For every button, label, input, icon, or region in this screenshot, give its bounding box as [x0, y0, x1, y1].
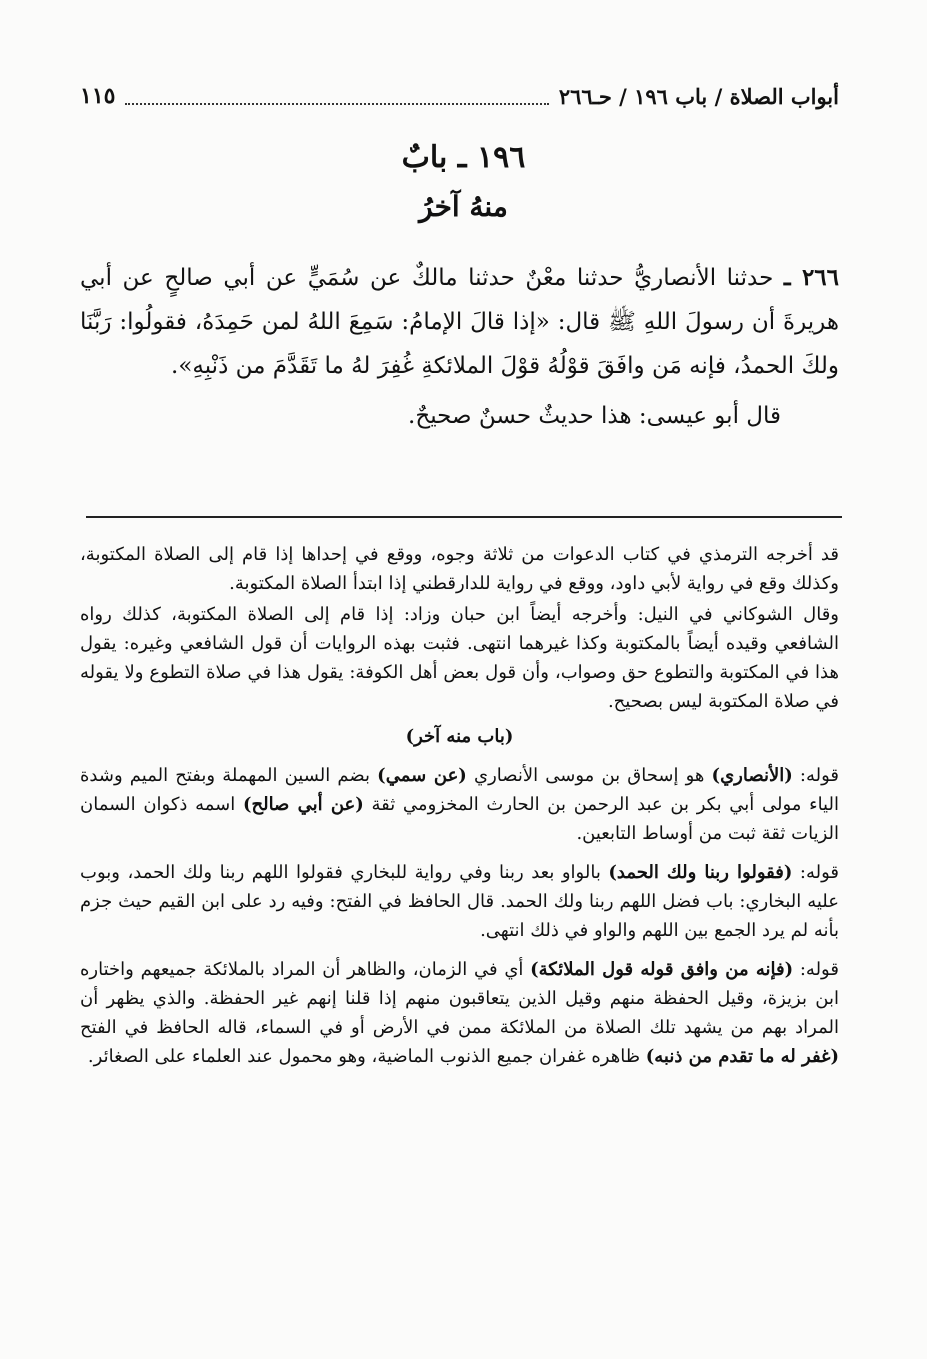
lead-word: قوله:: [799, 862, 839, 883]
commentary-sub-heading: (باب منه آخر): [405, 726, 514, 747]
quoted-phrase: (عن سمي): [377, 765, 467, 786]
quoted-phrase: (غفر له ما تقدم من ذنبه): [645, 1046, 839, 1067]
quoted-phrase: (عن أبي صالح): [242, 794, 364, 815]
quoted-phrase: (الأنصاري): [711, 765, 793, 786]
commentary-text: بالواو بعد ربنا وفي رواية للبخاري فقولوا اللهم ربنا ولك الحمد، وبوب عليه البخاري: باب فضل اللهم ربنا ولك الحمد. قال الحافظ في الفتح: وفيه رد على ابن القيم حيث جزم بأنه لم يرد الجمع بين اللهم والواو في ذلك انتهى.: [80, 862, 839, 941]
quoted-phrase: (فقولوا ربنا ولك الحمد): [608, 862, 793, 883]
commentary-text: بضم السين المهملة وبفتح الميم وشدة الياء مولى أبي بكر بن عبد الرحمن بن الحارث المخزومي ثقة: [80, 765, 839, 815]
commentary-block: [80, 540, 839, 1073]
commentary-text: اسمه ذكوان السمان الزيات ثقة ثبت من أوساط التابعين.: [80, 794, 839, 844]
commentary-text: ظاهره غفران جميع الذنوب الماضية، وهو محمول عند العلماء على الصغائر.: [87, 1046, 641, 1067]
footnote-separator: [86, 516, 842, 518]
commentary-paragraph: [80, 858, 839, 945]
running-title: أبواب الصلاة / باب ١٩٦ / حـ٢٦٦: [558, 83, 839, 109]
commentary-paragraph: وقال الشوكاني في النيل: وأخرجه أيضاً ابن حبان وزاد: إذا قام إلى الصلاة المكتوبة، كذلك رواه الشافعي وقيده أيضاً بالمكتوبة وكذا غيرهما انتهى. فثبت بهذه الروايات أن قول الشافعي وغيره: يقول هذا في المكتوبة والتطوع حق وصواب، وأن قول بعض أهل الكوفة: يقول هذا في صلاة التطوع ولا يقوله في صلاة المكتوبة ليس بصحيح.: [80, 604, 839, 712]
quoted-phrase: (فإنه من وافق قوله قول الملائكة): [530, 959, 794, 980]
hadith-text: حدثنا الأنصاريُّ حدثنا معْنٌ حدثنا مالكٌ عن سُمَيٍّ عن أبي صالحٍ عن أبي هريرةَ أن رسولَ اللهِ ﷺ قال: «إذا قالَ الإمامُ: سَمِعَ اللهُ لمن حَمِدَهُ، فقولُوا: رَبَّنَا ولكَ الحمدُ، فإنه مَن وافَقَ قوْلُهُ قوْلَ الملائكةِ غُفِرَ لهُ ما تَقَدَّمَ من ذَنْبِهِ».: [80, 265, 839, 379]
commentary-text: أي في الزمان، والظاهر أن المراد بالملائكة جميعهم واختاره ابن بزيزة، وقيل الحفظة منهم وقيل الذين يتعاقبون منهم إذا قلنا إنهم غير الحفظة. والذي يظهر أن المراد بهم من يشهد تلك الصلاة من الملائكة ممن في الأرض أو في السماء، قاله الحافظ في الفتح: [80, 959, 839, 1038]
commentary-text: هو إسحاق بن موسى الأنصاري: [473, 765, 705, 786]
page-number: ١١٥: [80, 83, 116, 109]
header-dot-leader: [125, 103, 548, 105]
chapter-subtitle: منهُ آخرُ: [419, 190, 508, 223]
hadith-text-paragraph: [80, 256, 839, 388]
lead-word: قوله:: [799, 959, 839, 980]
hadith-block: [80, 256, 839, 438]
hadith-number: ٢٦٦ ـ: [783, 264, 839, 291]
commentary-paragraph: [80, 761, 839, 848]
hadith-verdict: قال أبو عيسى: هذا حديثٌ حسنٌ صحيحٌ.: [408, 403, 781, 429]
page-header: [80, 78, 839, 114]
chapter-title: ١٩٦ ـ بابٌ: [401, 140, 526, 175]
lead-word: قوله:: [799, 765, 839, 786]
commentary-paragraph: [80, 955, 839, 1071]
commentary-paragraph: قد أخرجه الترمذي في كتاب الدعوات من ثلاثة وجوه، ووقع في إحداها إذا قام إلى الصلاة المكتوبة، وكذلك وقع في رواية لأبي داود، ووقع في رواية للدارقطني إذا ابتدأ الصلاة المكتوبة.: [80, 544, 839, 594]
